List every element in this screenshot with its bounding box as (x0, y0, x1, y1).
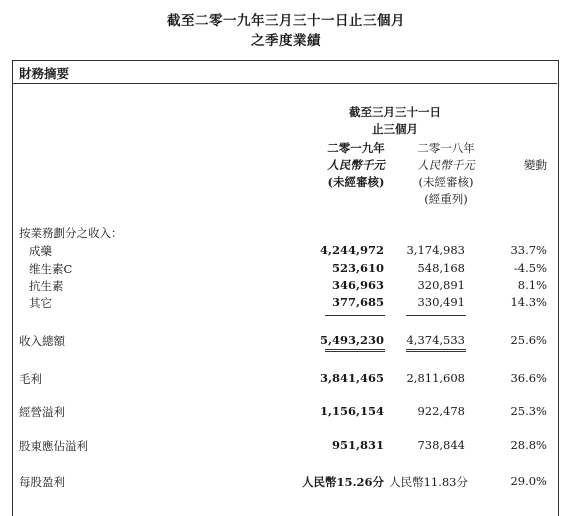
segment-current: 377,685 (331, 295, 384, 309)
gross-profit-current: 3,841,465 (319, 371, 384, 385)
period-header-line2: 止三個月 (372, 122, 418, 136)
segment-current: 4,244,972 (319, 243, 384, 257)
change-header: 變動 (524, 158, 547, 172)
section-title: 財務摘要 (19, 66, 70, 81)
attributable-profit-current: 951,831 (331, 438, 384, 452)
operating-profit-change: 25.3% (510, 404, 547, 418)
prior-status-header: (未經審核) (418, 175, 474, 189)
segment-prior: 3,174,983 (406, 243, 465, 257)
segment-prior: 330,491 (417, 295, 465, 309)
prior-unit-header: 人民幣千元 (417, 158, 475, 172)
segment-label: 成藥 (29, 244, 52, 258)
total-prior: 4,374,533 (406, 333, 465, 347)
total-double-rule-prior-1 (406, 349, 466, 350)
segment-change: 14.3% (510, 295, 547, 309)
segment-label: 其它 (29, 296, 52, 310)
eps-change: 29.0% (510, 474, 547, 488)
gross-profit-change: 36.6% (510, 371, 547, 385)
eps-label: 每股盈利 (19, 475, 65, 489)
financial-summary-header (12, 60, 557, 84)
segment-change: 33.7% (510, 243, 547, 257)
gross-profit-prior: 2,811,608 (406, 371, 465, 385)
operating-profit-prior: 922,478 (417, 404, 465, 418)
total-double-rule-current-1 (325, 349, 385, 350)
attributable-profit-prior: 738,844 (417, 438, 465, 452)
segment-current: 346,963 (331, 278, 384, 292)
prior-restated-header: (經重列) (424, 192, 468, 206)
report-title: 截至二零一九年三月三十一日止三個月 (167, 13, 405, 29)
segment-current: 523,610 (331, 261, 384, 275)
segment-change: -4.5% (513, 261, 547, 275)
gross-profit-label: 毛利 (19, 372, 42, 386)
operating-profit-label: 經營溢利 (19, 405, 65, 419)
total-double-rule-prior-2 (406, 351, 466, 352)
total-current: 5,493,230 (319, 333, 384, 347)
prior-year-header: 二零一八年 (417, 141, 475, 155)
segment-prior: 548,168 (417, 261, 465, 275)
segment-label: 维生素C (29, 262, 73, 276)
total-change: 25.6% (510, 333, 547, 347)
current-status-header: (未經審核) (327, 175, 385, 189)
operating-profit-current: 1,156,154 (319, 404, 384, 418)
attributable-profit-label: 股東應佔溢利 (19, 439, 88, 453)
revenue-section-label: 按業務劃分之收入： (19, 226, 123, 240)
total-label: 收入總額 (19, 334, 65, 348)
segment-label: 抗生素 (29, 279, 64, 293)
current-year-header: 二零一九年 (327, 141, 385, 155)
report-subtitle: 之季度業績 (251, 33, 321, 49)
eps-current: 人民幣15.26分 (301, 475, 384, 489)
segment-change: 8.1% (517, 278, 547, 292)
subtotal-rule-current (325, 315, 385, 316)
current-unit-header: 人民幣千元 (327, 158, 385, 172)
eps-prior: 人民幣11.83分 (389, 475, 468, 489)
subtotal-rule-prior (406, 315, 466, 316)
period-header-line1: 截至三月三十一日 (349, 105, 441, 119)
attributable-profit-change: 28.8% (510, 438, 547, 452)
total-double-rule-current-2 (325, 351, 385, 352)
segment-prior: 320,891 (417, 278, 465, 292)
